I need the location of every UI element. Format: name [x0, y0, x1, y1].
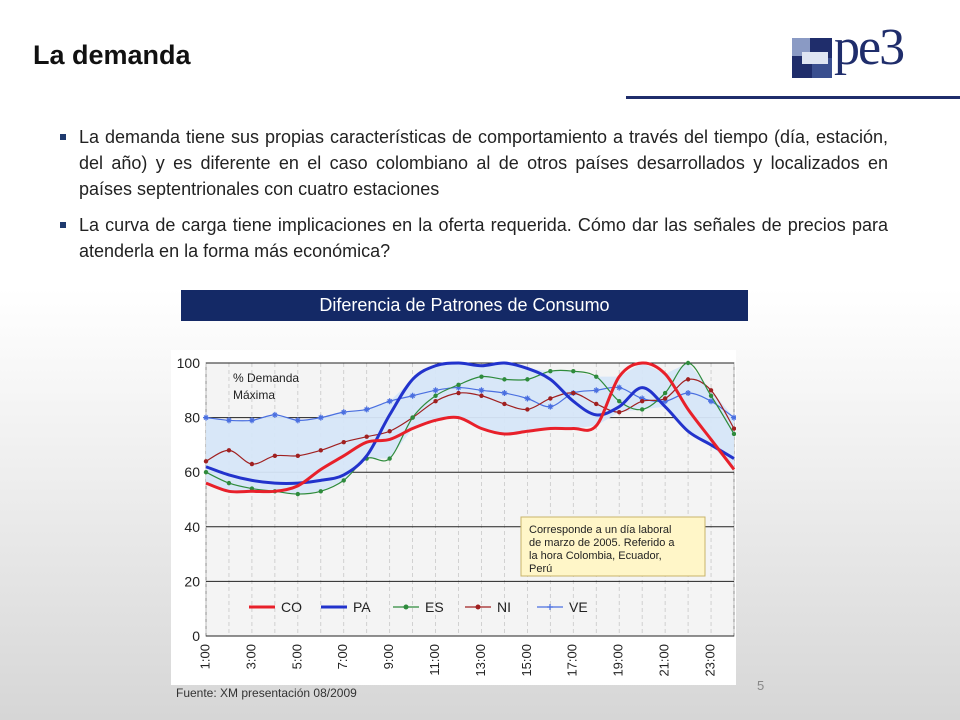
legend-marker-NI	[476, 605, 481, 610]
y-tick-label: 60	[184, 464, 200, 481]
x-tick-label: 17:00	[564, 644, 580, 677]
load-curve-chart	[171, 350, 736, 685]
x-tick-label: 23:00	[702, 644, 718, 677]
data-point-NI	[548, 396, 552, 400]
data-point-NI	[640, 399, 644, 403]
legend-marker-ES	[404, 605, 409, 610]
data-point-ES	[617, 399, 621, 403]
legend-label-ES: ES	[425, 599, 444, 615]
data-point-NI	[479, 394, 483, 398]
x-tick-label: 1:00	[197, 644, 213, 670]
data-point-ES	[571, 369, 575, 373]
y-tick-label: 0	[192, 628, 200, 644]
data-point-NI	[617, 410, 621, 414]
data-point-NI	[227, 448, 231, 452]
legend-label-CO: CO	[281, 599, 302, 615]
legend-label-PA: PA	[353, 599, 371, 615]
bullet-list	[60, 124, 888, 274]
data-point-NI	[204, 459, 208, 463]
data-point-ES	[319, 489, 323, 493]
legend-label-NI: NI	[497, 599, 511, 615]
y-tick-label: 20	[184, 573, 200, 590]
data-point-ES	[342, 478, 346, 482]
y-tick-label: 80	[184, 409, 200, 426]
data-point-ES	[548, 369, 552, 373]
x-tick-label: 9:00	[381, 644, 397, 670]
data-point-NI	[342, 440, 346, 444]
data-point-ES	[663, 391, 667, 395]
annotation-line: Perú	[529, 563, 553, 575]
data-point-NI	[364, 435, 368, 439]
page-number: 5	[757, 678, 765, 693]
data-point-ES	[433, 394, 437, 398]
bullet-text: La demanda tiene sus propias características de comportamiento a través del tiempo (día, estación, del año) y es diferente en el caso colombiano al de otros países desarrollados y localizados en países septentrionales con cuatro estaciones	[79, 127, 888, 199]
annotation-line: la hora Colombia, Ecuador,	[529, 550, 662, 562]
y-tick-label: 100	[176, 355, 200, 371]
data-point-NI	[571, 391, 575, 395]
data-point-ES	[594, 374, 598, 378]
data-point-ES	[387, 456, 391, 460]
data-point-NI	[709, 388, 713, 392]
bullet-text: La curva de carga tiene implicaciones en la oferta requerida. Cómo dar las señales de precios para atenderla en la forma más económica?	[79, 215, 888, 261]
x-tick-label: 5:00	[289, 644, 305, 670]
data-point-NI	[456, 391, 460, 395]
x-tick-label: 11:00	[427, 644, 443, 676]
slide-title: La demanda	[33, 40, 191, 70]
data-point-ES	[479, 374, 483, 378]
logo-mark-icon	[792, 38, 832, 78]
annotation-line: de marzo de 2005. Referido a	[529, 537, 675, 549]
data-point-NI	[686, 377, 690, 381]
x-tick-label: 21:00	[656, 644, 672, 677]
x-tick-label: 13:00	[472, 644, 488, 677]
pe3-logo	[790, 19, 930, 84]
data-point-NI	[296, 454, 300, 458]
data-point-ES	[686, 361, 690, 365]
logo-text: pe3	[834, 19, 904, 76]
legend-label-VE: VE	[569, 599, 588, 615]
data-point-ES	[227, 481, 231, 485]
y-tick-label: 40	[184, 518, 200, 535]
data-point-ES	[709, 394, 713, 398]
data-point-NI	[502, 402, 506, 406]
data-point-NI	[387, 429, 391, 433]
x-tick-label: 3:00	[243, 644, 259, 670]
data-point-ES	[410, 415, 414, 419]
y-axis-label: % Demanda	[233, 371, 300, 385]
bullet-marker-icon	[60, 222, 66, 228]
bullet-item	[60, 124, 888, 202]
title-divider	[626, 96, 960, 99]
data-point-NI	[319, 448, 323, 452]
data-point-NI	[594, 402, 598, 406]
x-tick-label: 7:00	[335, 644, 351, 670]
data-point-NI	[732, 426, 736, 430]
data-point-ES	[732, 432, 736, 436]
data-point-NI	[663, 396, 667, 400]
bullet-item	[60, 212, 888, 264]
x-tick-label: 15:00	[518, 644, 534, 677]
data-point-ES	[456, 383, 460, 387]
data-point-ES	[640, 407, 644, 411]
data-point-ES	[204, 470, 208, 474]
x-tick-label: 19:00	[610, 644, 626, 677]
annotation-line: Corresponde a un día laboral	[529, 524, 672, 536]
data-point-NI	[525, 407, 529, 411]
y-axis-label: Máxima	[233, 388, 276, 402]
bullet-marker-icon	[60, 134, 66, 140]
data-point-ES	[502, 377, 506, 381]
data-point-ES	[525, 377, 529, 381]
chart-banner: Diferencia de Patrones de Consumo	[181, 290, 748, 321]
data-point-ES	[296, 492, 300, 496]
data-point-NI	[433, 399, 437, 403]
source-note: Fuente: XM presentación 08/2009	[176, 686, 357, 700]
data-point-NI	[273, 454, 277, 458]
data-point-NI	[250, 462, 254, 466]
